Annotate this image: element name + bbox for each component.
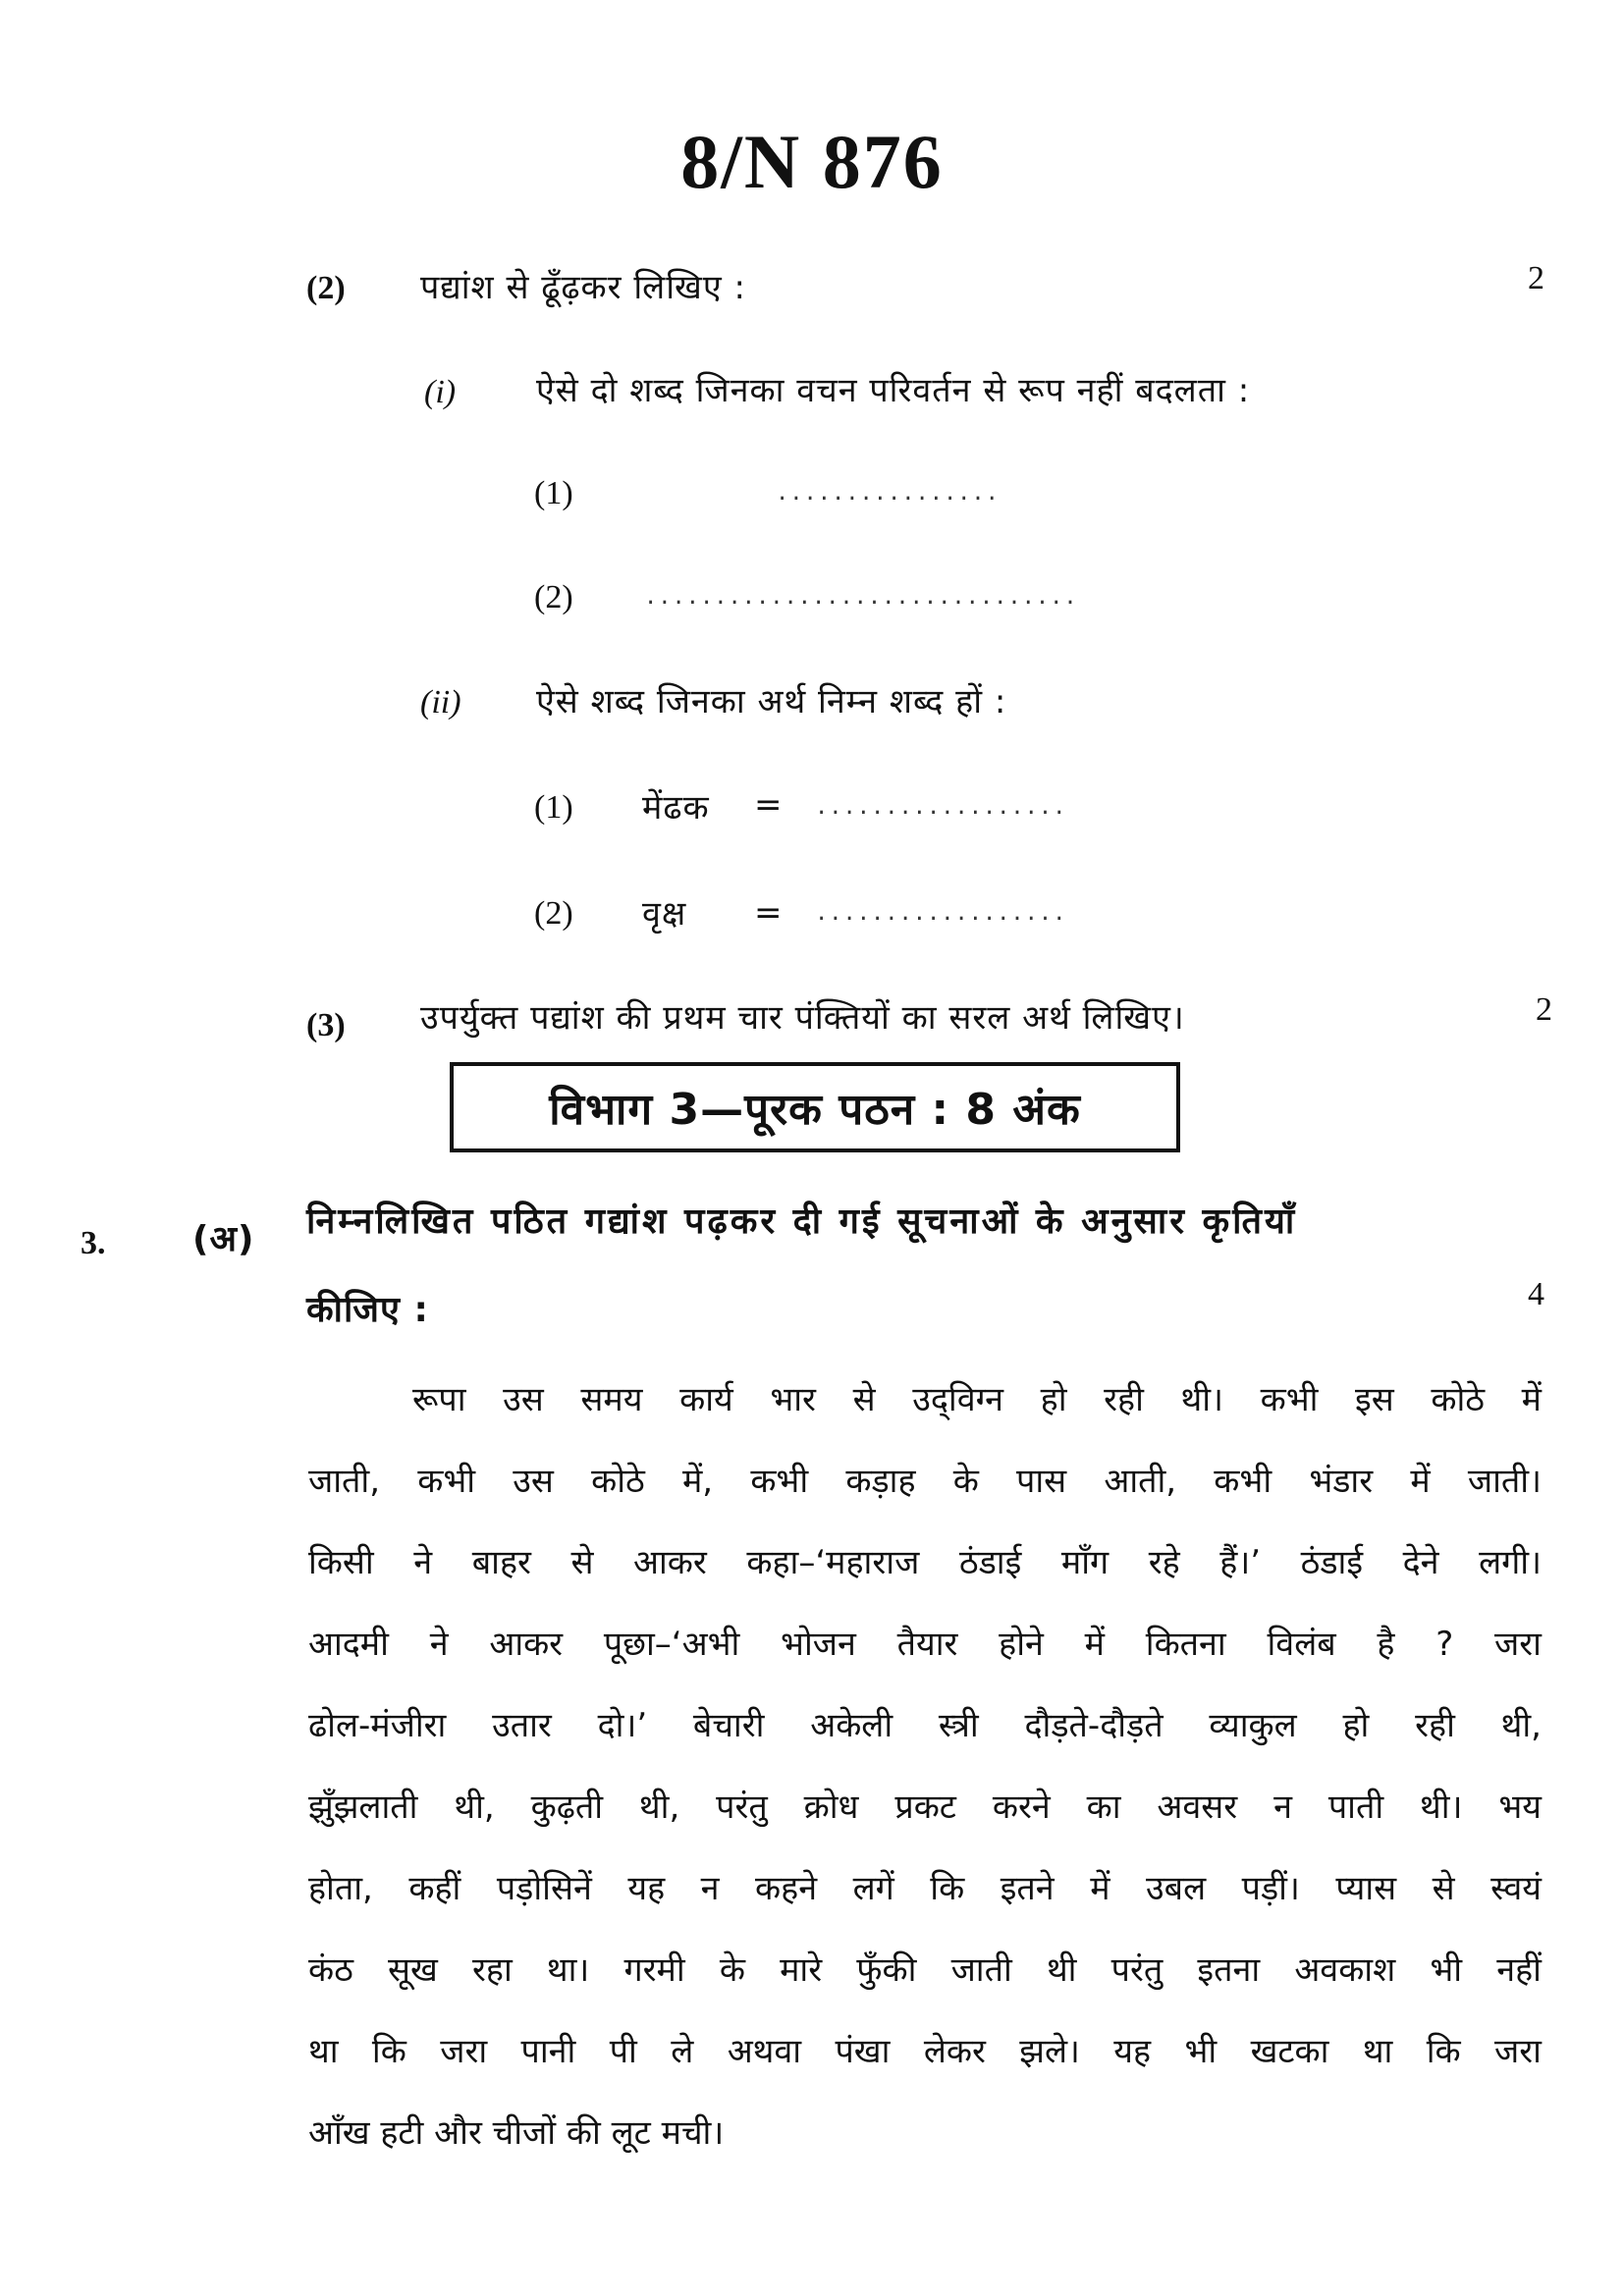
q2-part-i-text: ऐसे दो शब्द जिनका वचन परिवर्तन से रूप नहीं बदलता :	[536, 371, 1251, 410]
q2-part-ii-item2-word: वृक्ष	[642, 894, 687, 934]
q2-part-ii-item1-word: मेंढक	[642, 788, 710, 828]
passage-line: झुँझलाती थी, कुढ़ती थी, परंतु क्रोध प्रकट करने का अवसर न पाती थी। भय	[308, 1788, 1542, 1827]
q2-part-i-label: (i)	[424, 374, 457, 410]
q3-sub-number: (3)	[306, 1007, 346, 1043]
q2-part-ii-item1-equals: =	[754, 785, 784, 825]
passage-line: कंठ सूख रहा था। गरमी के मारे फुँकी जाती थी परंतु इतना अवकाश भी नहीं	[308, 1950, 1542, 1990]
q2-part-i-item1-label: (1)	[534, 475, 573, 511]
passage-line: आदमी ने आकर पूछा–‘अभी भोजन तैयार होने में कितना विलंब है ? जरा	[308, 1625, 1542, 1664]
passage-line: होता, कहीं पड़ोसिनें यह न कहने लगें कि इतने में उबल पड़ीं। प्यास से स्वयं	[308, 1869, 1542, 1908]
section-heading-box	[450, 1062, 1180, 1152]
q3-sub-text: उपर्युक्त पद्यांश की प्रथम चार पंक्तियों का सरल अर्थ लिखिए।	[420, 998, 1185, 1038]
passage-line: था कि जरा पानी पी ले अथवा पंखा लेकर झले। यह भी खटका था कि जरा	[308, 2032, 1542, 2071]
question3-number: 3.	[81, 1225, 106, 1261]
page-code: 8/N 876	[680, 119, 944, 204]
q2-part-ii-text: ऐसे शब्द जिनका अर्थ निम्न शब्द हों :	[536, 682, 1007, 721]
passage-line: जाती, कभी उस कोठे में, कभी कड़ाह के पास आती, कभी भंडार में जाती।	[308, 1462, 1542, 1501]
q2-part-ii-item1-label: (1)	[534, 789, 573, 826]
q2-part-i-item2-blank: ...............................	[644, 585, 1078, 610]
q2-part-ii-item2-label: (2)	[534, 895, 573, 932]
q2-part-ii-item2-equals: =	[754, 893, 784, 933]
question3-instruction-line1: निम्नलिखित पठित गद्यांश पढ़कर दी गई सूचनाओं के अनुसार कृतियाँ	[306, 1201, 1298, 1242]
q2-number: (2)	[306, 270, 346, 306]
q2-part-ii-label: (ii)	[420, 684, 461, 721]
passage-line: ढोल-मंजीरा उतार दो।’ बेचारी अकेली स्त्री दौड़ते-दौड़ते व्याकुल हो रही थी,	[308, 1706, 1542, 1745]
q2-part-i-item1-blank: ................	[776, 481, 1000, 506]
q2-part-i-item2-label: (2)	[534, 579, 573, 615]
passage-line: किसी ने बाहर से आकर कहा–‘महाराज ठंडाई माँग रहे हैं।’ ठंडाई देने लगी।	[308, 1543, 1542, 1582]
q3-sub-marks: 2	[1536, 991, 1552, 1028]
q2-part-ii-item1-blank: ..................	[815, 795, 1067, 820]
q2-marks: 2	[1528, 260, 1544, 296]
section-heading: विभाग 3—पूरक पठन : 8 अंक	[549, 1085, 1081, 1135]
reading-passage	[308, 1360, 1542, 2174]
passage-line: आँख हटी और चीजों की लूट मची।	[308, 2113, 725, 2153]
question3-marks: 4	[1528, 1276, 1544, 1312]
question3-part: (अ)	[192, 1219, 255, 1259]
question3-instruction-line2: कीजिए :	[306, 1290, 429, 1330]
q2-instruction: पद्यांश से ढूँढ़कर लिखिए :	[420, 268, 746, 307]
q2-part-ii-item2-blank: ..................	[815, 901, 1067, 926]
passage-line: रूपा उस समय कार्य भार से उद्‌विग्न हो रही थी। कभी इस कोठे में	[412, 1380, 1542, 1419]
